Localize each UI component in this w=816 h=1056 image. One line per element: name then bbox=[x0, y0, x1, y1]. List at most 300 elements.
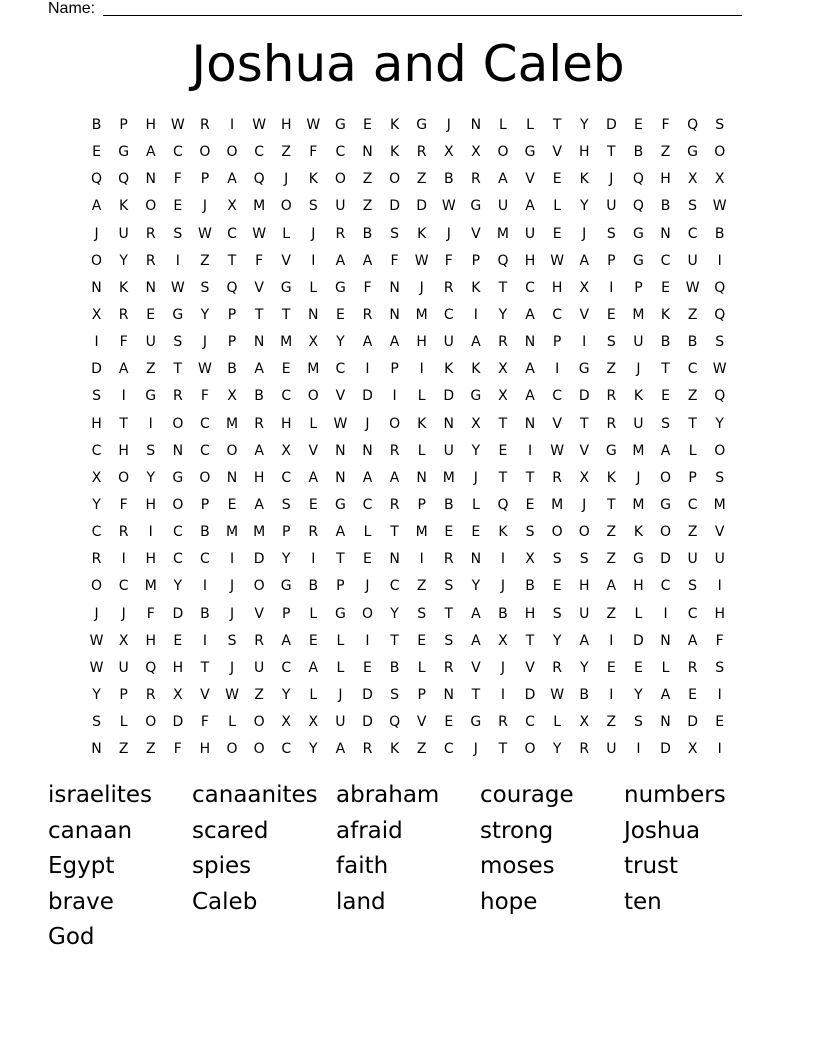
grid-letter: Y bbox=[200, 306, 210, 323]
grid-letter: D bbox=[443, 388, 455, 405]
grid-letter: W bbox=[252, 225, 267, 242]
grid-letter: K bbox=[119, 198, 129, 215]
grid-letter: E bbox=[552, 171, 562, 188]
grid-letter: D bbox=[253, 551, 265, 568]
grid-letter: O bbox=[660, 524, 672, 541]
grid-letter: Y bbox=[471, 578, 481, 595]
grid-letter: R bbox=[687, 659, 698, 676]
grid-letter: W bbox=[685, 279, 700, 296]
grid-letter: P bbox=[200, 171, 210, 188]
grid-letter: I bbox=[121, 551, 126, 568]
grid-letter: J bbox=[229, 578, 235, 595]
grid-letter: W bbox=[550, 442, 565, 459]
grid-letter: G bbox=[660, 496, 671, 513]
grid-letter: L bbox=[688, 442, 697, 459]
grid-letter: V bbox=[525, 659, 535, 676]
grid-letter: S bbox=[227, 632, 237, 649]
grid-letter: H bbox=[280, 415, 292, 432]
grid-letter: C bbox=[443, 306, 454, 323]
grid-letter: E bbox=[308, 632, 318, 649]
grid-letter: Y bbox=[498, 306, 508, 323]
grid-letter: C bbox=[552, 388, 563, 405]
grid-letter: N bbox=[91, 741, 102, 758]
word-bank-item: scared bbox=[192, 817, 269, 844]
grid-letter: W bbox=[441, 198, 456, 215]
grid-letter: E bbox=[471, 524, 481, 541]
grid-letter: E bbox=[444, 714, 454, 731]
grid-letter: J bbox=[311, 225, 316, 242]
word-bank-item: strong bbox=[480, 817, 554, 844]
grid-letter: A bbox=[281, 632, 291, 649]
grid-letter: C bbox=[362, 496, 373, 513]
grid-letter: D bbox=[362, 714, 373, 731]
word-bank-item: Joshua bbox=[624, 817, 701, 844]
grid-letter: V bbox=[471, 225, 481, 242]
grid-letter: R bbox=[498, 714, 508, 731]
grid-letter: E bbox=[92, 144, 101, 161]
grid-letter: W bbox=[170, 117, 185, 133]
word-bank-item: ten bbox=[624, 888, 662, 915]
grid-letter: N bbox=[362, 144, 373, 161]
grid-letter: E bbox=[633, 659, 643, 676]
grid-letter: T bbox=[688, 415, 697, 432]
grid-letter: W bbox=[712, 361, 727, 378]
grid-letter: N bbox=[145, 171, 156, 188]
grid-letter: G bbox=[632, 252, 644, 269]
grid-letter: R bbox=[172, 388, 183, 405]
grid-letter: K bbox=[471, 279, 481, 296]
grid-letter: Q bbox=[632, 171, 644, 188]
grid-letter: O bbox=[578, 524, 590, 541]
grid-letter: Q bbox=[714, 388, 726, 405]
grid-letter: F bbox=[119, 496, 128, 513]
puzzle-title: Joshua and Caleb bbox=[191, 35, 625, 93]
grid-letter: N bbox=[172, 442, 184, 459]
grid-letter: D bbox=[362, 686, 373, 703]
grid-letter: V bbox=[579, 442, 590, 459]
grid-letter: K bbox=[633, 388, 644, 405]
grid-letter: U bbox=[497, 198, 509, 215]
grid-letter: V bbox=[335, 388, 346, 405]
grid-letter: D bbox=[389, 198, 400, 215]
grid-letter: G bbox=[524, 144, 536, 161]
grid-letter: O bbox=[226, 442, 238, 459]
grid-letter: Q bbox=[91, 171, 103, 188]
grid-letter: O bbox=[91, 578, 103, 595]
grid-letter: R bbox=[118, 524, 129, 541]
grid-letter: M bbox=[307, 361, 320, 378]
grid-letter: E bbox=[335, 306, 345, 323]
grid-letter: F bbox=[390, 252, 399, 269]
grid-letter: T bbox=[525, 632, 535, 649]
grid-letter: S bbox=[715, 334, 725, 351]
grid-letter: O bbox=[226, 144, 238, 161]
word-bank-item: spies bbox=[192, 853, 252, 879]
grid-letter: Y bbox=[579, 198, 589, 215]
grid-letter: D bbox=[687, 714, 698, 731]
grid-letter: C bbox=[172, 524, 183, 541]
grid-letter: R bbox=[91, 551, 102, 568]
grid-letter: W bbox=[225, 686, 239, 703]
grid-letter: U bbox=[335, 714, 346, 731]
grid-letter: E bbox=[308, 496, 318, 513]
grid-letter: Q bbox=[389, 714, 401, 731]
grid-letter: R bbox=[308, 524, 319, 541]
grid-letter: C bbox=[172, 144, 183, 161]
grid-letter: A bbox=[145, 144, 156, 161]
letter-grid bbox=[83, 112, 733, 763]
grid-letter: M bbox=[280, 334, 293, 351]
grid-letter: I bbox=[717, 686, 722, 703]
grid-letter: Y bbox=[552, 741, 562, 758]
grid-letter: Y bbox=[309, 741, 318, 758]
grid-letter: M bbox=[632, 306, 645, 323]
grid-letter: U bbox=[145, 334, 156, 351]
grid-letter: E bbox=[227, 496, 237, 513]
grid-letter: E bbox=[606, 306, 616, 323]
grid-letter: I bbox=[636, 741, 641, 758]
grid-letter: U bbox=[253, 659, 265, 676]
grid-letter: Z bbox=[606, 524, 617, 541]
grid-letter: C bbox=[227, 225, 237, 242]
grid-letter: M bbox=[415, 524, 428, 541]
grid-letter: G bbox=[605, 442, 617, 459]
grid-letter: A bbox=[660, 442, 671, 459]
grid-letter: E bbox=[173, 198, 183, 215]
word-bank-item: faith bbox=[336, 853, 389, 879]
grid-letter: X bbox=[281, 714, 291, 731]
grid-letter: Q bbox=[118, 171, 130, 188]
grid-letter: H bbox=[578, 144, 590, 161]
grid-letter: L bbox=[119, 714, 128, 731]
grid-letter: H bbox=[145, 117, 156, 133]
grid-letter: A bbox=[254, 496, 264, 513]
grid-letter: X bbox=[308, 714, 319, 731]
grid-letter: G bbox=[334, 117, 346, 133]
grid-letter: Z bbox=[606, 551, 617, 568]
grid-letter: J bbox=[202, 198, 207, 215]
grid-letter: C bbox=[91, 442, 102, 459]
grid-letter: X bbox=[227, 198, 237, 215]
grid-letter: J bbox=[500, 659, 506, 676]
grid-letter: Z bbox=[606, 714, 617, 731]
grid-letter: S bbox=[633, 714, 643, 731]
grid-letter: I bbox=[663, 605, 668, 622]
grid-letter: Z bbox=[200, 252, 210, 269]
grid-letter: I bbox=[609, 686, 614, 703]
grid-letter: S bbox=[525, 524, 535, 541]
grid-letter: S bbox=[390, 686, 400, 703]
grid-letter: J bbox=[284, 171, 289, 188]
grid-letter: P bbox=[634, 279, 643, 296]
grid-letter: D bbox=[605, 117, 617, 133]
grid-letter: J bbox=[94, 225, 99, 242]
grid-letter: L bbox=[309, 605, 318, 622]
grid-letter: N bbox=[145, 279, 156, 296]
word-bank-item: brave bbox=[48, 888, 114, 915]
grid-letter: F bbox=[661, 117, 670, 133]
grid-letter: N bbox=[660, 714, 671, 731]
grid-letter: Z bbox=[416, 171, 427, 188]
grid-letter: O bbox=[172, 415, 184, 432]
grid-letter: G bbox=[578, 361, 590, 378]
grid-letter: S bbox=[417, 605, 427, 622]
grid-letter: O bbox=[118, 469, 130, 486]
grid-letter: P bbox=[119, 686, 128, 703]
grid-letter: L bbox=[553, 714, 562, 731]
grid-letter: N bbox=[389, 306, 400, 323]
word-bank-item: trust bbox=[624, 853, 679, 879]
name-field bbox=[48, 0, 742, 18]
grid-letter: D bbox=[660, 551, 671, 568]
grid-letter: N bbox=[335, 442, 346, 459]
grid-letter: C bbox=[200, 442, 210, 459]
grid-letter: A bbox=[389, 469, 400, 486]
grid-letter: H bbox=[253, 469, 265, 486]
grid-letter: H bbox=[172, 659, 184, 676]
grid-letter: Q bbox=[687, 117, 699, 133]
grid-letter: G bbox=[416, 117, 428, 133]
grid-letter: U bbox=[443, 442, 454, 459]
grid-letter: Y bbox=[579, 659, 589, 676]
grid-letter: Q bbox=[714, 279, 726, 296]
grid-letter: L bbox=[309, 686, 318, 703]
grid-letter: Z bbox=[687, 524, 698, 541]
word-bank-item: abraham bbox=[336, 782, 440, 808]
grid-letter: Y bbox=[471, 442, 481, 459]
grid-letter: X bbox=[443, 144, 454, 161]
grid-letter: R bbox=[362, 741, 373, 758]
grid-letter: I bbox=[202, 632, 207, 649]
grid-letter: X bbox=[579, 469, 590, 486]
grid-letter: S bbox=[552, 551, 562, 568]
grid-letter: W bbox=[198, 225, 212, 242]
grid-letter: R bbox=[145, 225, 156, 242]
grid-letter: M bbox=[496, 225, 509, 242]
grid-letter: P bbox=[417, 496, 426, 513]
word-bank bbox=[48, 778, 768, 956]
grid-letter: T bbox=[390, 524, 399, 541]
grid-letter: O bbox=[714, 144, 726, 161]
grid-letter: S bbox=[715, 469, 725, 486]
grid-letter: N bbox=[226, 469, 238, 486]
grid-letter: A bbox=[227, 171, 237, 188]
grid-letter: N bbox=[443, 415, 454, 432]
grid-letter: C bbox=[687, 225, 698, 242]
grid-letter: E bbox=[606, 659, 616, 676]
grid-letter: J bbox=[121, 605, 126, 622]
grid-letter: S bbox=[92, 388, 101, 405]
grid-letter: S bbox=[661, 415, 670, 432]
grid-letter: W bbox=[89, 659, 104, 676]
grid-letter: O bbox=[497, 144, 509, 161]
grid-letter: K bbox=[308, 171, 318, 188]
grid-letter: A bbox=[471, 605, 481, 622]
grid-letter: J bbox=[365, 415, 370, 432]
grid-letter: P bbox=[200, 496, 210, 513]
grid-letter: R bbox=[254, 632, 264, 649]
grid-letter: H bbox=[633, 578, 644, 595]
grid-letter: H bbox=[145, 496, 156, 513]
grid-letter: G bbox=[334, 496, 346, 513]
grid-letter: U bbox=[443, 334, 454, 351]
word-bank-item: israelites bbox=[48, 782, 153, 808]
grid-letter: A bbox=[687, 632, 698, 649]
grid-letter: T bbox=[498, 741, 508, 758]
grid-letter: S bbox=[173, 334, 183, 351]
grid-letter: A bbox=[525, 388, 535, 405]
grid-letter: T bbox=[498, 415, 508, 432]
grid-letter: C bbox=[660, 252, 671, 269]
grid-letter: C bbox=[660, 578, 671, 595]
grid-letter: Y bbox=[336, 334, 345, 351]
grid-letter: I bbox=[609, 279, 614, 296]
grid-letter: R bbox=[552, 469, 562, 486]
grid-letter: S bbox=[606, 225, 616, 242]
grid-letter: J bbox=[636, 361, 641, 378]
grid-letter: H bbox=[145, 632, 156, 649]
grid-letter: F bbox=[309, 144, 318, 161]
grid-letter: I bbox=[419, 551, 424, 568]
grid-letter: F bbox=[173, 171, 182, 188]
grid-letter: E bbox=[498, 442, 508, 459]
grid-letter: A bbox=[579, 632, 590, 649]
grid-letter: I bbox=[94, 334, 99, 351]
grid-letter: B bbox=[633, 144, 644, 161]
grid-letter: W bbox=[198, 361, 212, 378]
grid-letter: J bbox=[582, 496, 587, 513]
grid-letter: V bbox=[714, 524, 725, 541]
grid-letter: R bbox=[470, 171, 481, 188]
grid-letter: F bbox=[255, 252, 264, 269]
grid-letter: P bbox=[688, 469, 697, 486]
grid-letter: I bbox=[365, 361, 370, 378]
grid-letter: R bbox=[145, 252, 156, 269]
grid-letter: E bbox=[633, 117, 643, 133]
grid-letter: C bbox=[281, 469, 292, 486]
grid-letter: T bbox=[173, 361, 183, 378]
grid-letter: N bbox=[660, 632, 671, 649]
grid-letter: P bbox=[607, 252, 616, 269]
grid-letter: U bbox=[633, 415, 644, 432]
grid-letter: V bbox=[254, 605, 264, 622]
grid-letter: A bbox=[308, 469, 319, 486]
grid-letter: H bbox=[145, 551, 156, 568]
grid-letter: O bbox=[145, 714, 157, 731]
grid-letter: N bbox=[308, 306, 319, 323]
grid-letter: L bbox=[309, 415, 318, 432]
grid-letter: O bbox=[714, 442, 726, 459]
grid-letter: B bbox=[200, 605, 210, 622]
grid-letter: C bbox=[335, 144, 346, 161]
grid-letter: C bbox=[443, 741, 454, 758]
grid-letter: X bbox=[118, 632, 129, 649]
grid-letter: O bbox=[307, 388, 319, 405]
grid-letter: P bbox=[336, 578, 345, 595]
grid-letter: O bbox=[389, 171, 401, 188]
grid-letter: X bbox=[579, 714, 590, 731]
grid-letter: B bbox=[660, 198, 671, 215]
grid-letter: A bbox=[362, 469, 373, 486]
grid-letter: S bbox=[173, 225, 183, 242]
grid-letter: S bbox=[390, 225, 400, 242]
grid-letter: N bbox=[443, 686, 454, 703]
grid-letter: U bbox=[687, 252, 698, 269]
grid-letter: N bbox=[470, 117, 482, 133]
grid-letter: Q bbox=[226, 279, 238, 296]
grid-letter: K bbox=[444, 361, 454, 378]
grid-letter: A bbox=[335, 741, 346, 758]
grid-letter: C bbox=[200, 551, 210, 568]
grid-letter: C bbox=[281, 741, 292, 758]
grid-letter: L bbox=[336, 632, 345, 649]
grid-letter: M bbox=[253, 198, 266, 215]
grid-letter: N bbox=[389, 279, 400, 296]
grid-letter: I bbox=[121, 388, 126, 405]
grid-letter: P bbox=[227, 306, 237, 323]
grid-letter: J bbox=[446, 117, 451, 133]
grid-letter: Y bbox=[92, 496, 101, 513]
grid-letter: X bbox=[714, 171, 725, 188]
grid-letter: I bbox=[229, 551, 235, 568]
grid-letter: S bbox=[688, 578, 698, 595]
grid-letter: A bbox=[91, 198, 102, 215]
grid-letter: T bbox=[281, 306, 291, 323]
grid-letter: N bbox=[389, 551, 400, 568]
grid-letter: L bbox=[417, 388, 426, 405]
grid-letter: O bbox=[253, 578, 265, 595]
name-blank-line bbox=[103, 15, 742, 16]
grid-letter: Z bbox=[606, 605, 617, 622]
grid-letter: T bbox=[227, 252, 237, 269]
grid-letter: X bbox=[91, 306, 102, 323]
grid-letter: O bbox=[389, 415, 401, 432]
grid-letter: L bbox=[282, 225, 291, 242]
grid-letter: T bbox=[552, 117, 562, 133]
grid-letter: Z bbox=[660, 144, 671, 161]
grid-letter: J bbox=[500, 578, 506, 595]
grid-letter: L bbox=[526, 117, 534, 133]
grid-letter: G bbox=[118, 144, 130, 161]
grid-letter: N bbox=[524, 334, 536, 351]
grid-letter: N bbox=[253, 334, 265, 351]
grid-letter: X bbox=[471, 144, 481, 161]
grid-letter: D bbox=[362, 388, 373, 405]
grid-letter: A bbox=[308, 659, 319, 676]
grid-letter: B bbox=[443, 171, 454, 188]
grid-letter: Z bbox=[687, 306, 698, 323]
word-bank-item: Egypt bbox=[48, 853, 115, 879]
grid-letter: Y bbox=[146, 469, 156, 486]
grid-letter: Z bbox=[606, 361, 617, 378]
grid-letter: V bbox=[552, 144, 562, 161]
grid-letter: F bbox=[715, 632, 724, 649]
grid-letter: P bbox=[281, 524, 291, 541]
grid-letter: E bbox=[552, 225, 562, 242]
grid-letter: O bbox=[199, 144, 211, 161]
grid-letter: C bbox=[687, 361, 698, 378]
grid-letter: D bbox=[172, 605, 184, 622]
grid-letter: Q bbox=[714, 306, 726, 323]
grid-letter: Z bbox=[362, 198, 373, 215]
grid-letter: A bbox=[471, 632, 481, 649]
grid-letter: X bbox=[498, 361, 508, 378]
grid-letter: Y bbox=[390, 605, 399, 622]
grid-letter: U bbox=[118, 659, 129, 676]
grid-letter: H bbox=[416, 334, 427, 351]
grid-letter: I bbox=[717, 252, 722, 269]
grid-letter: S bbox=[146, 442, 156, 459]
